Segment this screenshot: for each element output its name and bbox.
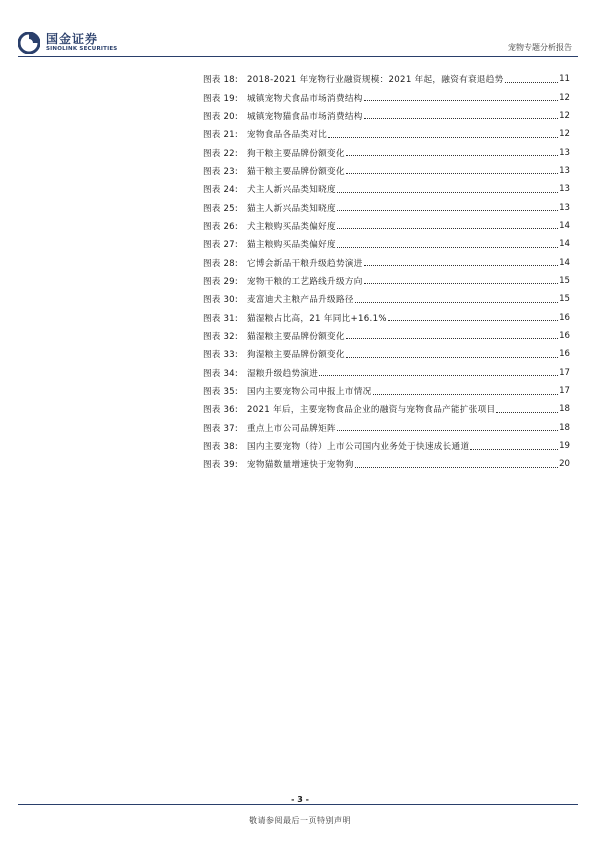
toc-entry-page: 18 [559, 404, 570, 415]
toc-entry-page: 12 [559, 110, 570, 121]
toc-entry-page: 19 [559, 441, 570, 452]
toc-entry-title: 麦富迪犬主粮产品升级路径 [247, 295, 354, 306]
toc-entry-label: 图表 23: [203, 166, 238, 177]
toc-entry-title: 国内主要宠物（待）上市公司国内业务处于快速成长通道 [247, 442, 470, 453]
logo-en-text: SINOLINK SECURITIES [46, 46, 118, 53]
toc-dot-leader [337, 430, 558, 431]
toc-entry-title: 国内主要宠物公司申报上市情况 [247, 387, 372, 398]
toc-entry-label: 图表 34: [203, 368, 238, 379]
toc-entry[interactable] [203, 455, 570, 473]
toc-entry-page: 15 [559, 275, 570, 286]
toc-dot-leader [364, 265, 558, 266]
toc-entry-label: 图表 19: [203, 93, 238, 104]
toc-entry[interactable] [203, 125, 570, 143]
toc-dot-leader [346, 155, 558, 156]
toc-entry-page: 12 [559, 92, 570, 103]
toc-entry-page: 11 [559, 74, 570, 85]
toc-entry[interactable] [203, 88, 570, 106]
toc-entry-title: 宠物猫数量增速快于宠物狗 [247, 460, 354, 471]
toc-entry-title: 它博会新品干粮升级趋势演进 [247, 258, 363, 269]
toc-entry-label: 图表 38: [203, 442, 238, 453]
toc-dot-leader [346, 338, 558, 339]
toc-entry-title: 犬主粮购买品类偏好度 [247, 221, 336, 232]
toc-dot-leader [355, 467, 558, 468]
toc-entry-page: 14 [559, 220, 570, 231]
header-divider [18, 56, 578, 57]
toc-entry-title: 犬主人新兴品类知晓度 [247, 185, 336, 196]
toc-entry-label: 图表 24: [203, 185, 238, 196]
toc-entry[interactable] [203, 253, 570, 271]
toc-dot-leader [337, 247, 558, 248]
page-header [0, 0, 600, 60]
toc-entry[interactable] [203, 382, 570, 400]
toc-entry-label: 图表 31: [203, 313, 238, 324]
toc-entry[interactable] [203, 345, 570, 363]
table-of-figures [203, 70, 570, 474]
toc-dot-leader [337, 192, 558, 193]
toc-entry-page: 13 [559, 165, 570, 176]
footer-disclaimer: 敬请参阅最后一页特别声明 [249, 816, 351, 825]
toc-dot-leader [364, 100, 558, 101]
toc-entry[interactable] [203, 162, 570, 180]
toc-entry[interactable] [203, 327, 570, 345]
toc-entry-page: 13 [559, 202, 570, 213]
toc-entry[interactable] [203, 235, 570, 253]
toc-entry-page: 20 [559, 459, 570, 470]
toc-entry[interactable] [203, 290, 570, 308]
toc-dot-leader [346, 173, 558, 174]
toc-entry-title: 城镇宠物犬食品市场消费结构 [247, 93, 363, 104]
toc-entry-title: 2021 年后，主要宠物食品企业的融资与宠物食品产能扩张项目 [247, 405, 496, 416]
toc-entry-label: 图表 27: [203, 240, 238, 251]
toc-entry-title: 湿粮升级趋势演进 [247, 368, 319, 379]
toc-dot-leader [388, 320, 558, 321]
toc-entry-page: 13 [559, 147, 570, 158]
toc-entry[interactable] [203, 217, 570, 235]
toc-entry-page: 17 [559, 367, 570, 378]
toc-entry-label: 图表 21: [203, 130, 238, 141]
toc-entry-label: 图表 36: [203, 405, 238, 416]
toc-dot-leader [364, 118, 558, 119]
toc-entry-label: 图表 32: [203, 331, 238, 342]
toc-entry-page: 18 [559, 422, 570, 433]
toc-entry-label: 图表 29: [203, 276, 238, 287]
toc-entry-page: 15 [559, 294, 570, 305]
toc-entry[interactable] [203, 364, 570, 382]
toc-entry-page: 13 [559, 184, 570, 195]
toc-entry-label: 图表 37: [203, 423, 238, 434]
logo-mark-icon [18, 32, 40, 54]
toc-entry-page: 14 [559, 239, 570, 250]
toc-entry-title: 狗干粮主要品牌份额变化 [247, 148, 345, 159]
toc-dot-leader [364, 283, 558, 284]
toc-entry-page: 12 [559, 129, 570, 140]
toc-entry[interactable] [203, 400, 570, 418]
toc-entry[interactable] [203, 272, 570, 290]
toc-entry-title: 猫主人新兴品类知晓度 [247, 203, 336, 214]
toc-entry[interactable] [203, 70, 570, 88]
report-type: 宠物专题分析报告 [508, 43, 572, 52]
page-number: - 3 - [0, 795, 600, 804]
toc-entry[interactable] [203, 419, 570, 437]
toc-entry-page: 16 [559, 330, 570, 341]
toc-entry-title: 猫湿粮主要品牌份额变化 [247, 331, 345, 342]
toc-dot-leader [373, 394, 559, 395]
toc-dot-leader [355, 302, 558, 303]
toc-dot-leader [496, 412, 558, 413]
toc-entry-label: 图表 20: [203, 111, 238, 122]
logo-cn-text: 国金证券 [46, 32, 99, 47]
toc-entry-label: 图表 22: [203, 148, 238, 159]
toc-dot-leader [470, 449, 558, 450]
toc-entry-label: 图表 28: [203, 258, 238, 269]
toc-entry-title: 宠物干粮的工艺路线升级方向 [247, 276, 363, 287]
toc-entry-label: 图表 30: [203, 295, 238, 306]
company-logo [18, 32, 117, 54]
toc-dot-leader [328, 137, 558, 138]
toc-entry-label: 图表 25: [203, 203, 238, 214]
toc-entry-title: 重点上市公司品牌矩阵 [247, 423, 336, 434]
footer-divider [18, 804, 578, 805]
toc-dot-leader [319, 375, 558, 376]
toc-entry-label: 图表 39: [203, 460, 238, 471]
toc-entry[interactable] [203, 437, 570, 455]
toc-entry[interactable] [203, 107, 570, 125]
toc-dot-leader [337, 228, 558, 229]
toc-dot-leader [337, 210, 558, 211]
toc-entry-label: 图表 33: [203, 350, 238, 361]
toc-entry-title: 狗湿粮主要品牌份额变化 [247, 350, 345, 361]
toc-dot-leader [346, 357, 558, 358]
toc-entry-label: 图表 18: [203, 75, 238, 86]
toc-entry[interactable] [203, 143, 570, 161]
toc-entry-label: 图表 26: [203, 221, 238, 232]
toc-entry[interactable] [203, 198, 570, 216]
toc-entry-page: 17 [559, 386, 570, 397]
toc-entry[interactable] [203, 308, 570, 326]
toc-entry-title: 猫干粮主要品牌份额变化 [247, 166, 345, 177]
toc-entry-page: 16 [559, 312, 570, 323]
toc-entry-title: 猫湿粮占比高，21 年同比+16.1% [247, 313, 387, 324]
toc-dot-leader [505, 82, 559, 83]
toc-entry-title: 2018-2021 年宠物行业融资规模：2021 年起，融资有衰退趋势 [247, 75, 504, 86]
toc-entry-title: 宠物食品各品类对比 [247, 130, 328, 141]
toc-entry[interactable] [203, 180, 570, 198]
toc-entry-page: 14 [559, 257, 570, 268]
toc-entry-page: 16 [559, 349, 570, 360]
toc-entry-title: 猫主粮购买品类偏好度 [247, 240, 336, 251]
toc-entry-title: 城镇宠物猫食品市场消费结构 [247, 111, 363, 122]
toc-entry-label: 图表 35: [203, 387, 238, 398]
